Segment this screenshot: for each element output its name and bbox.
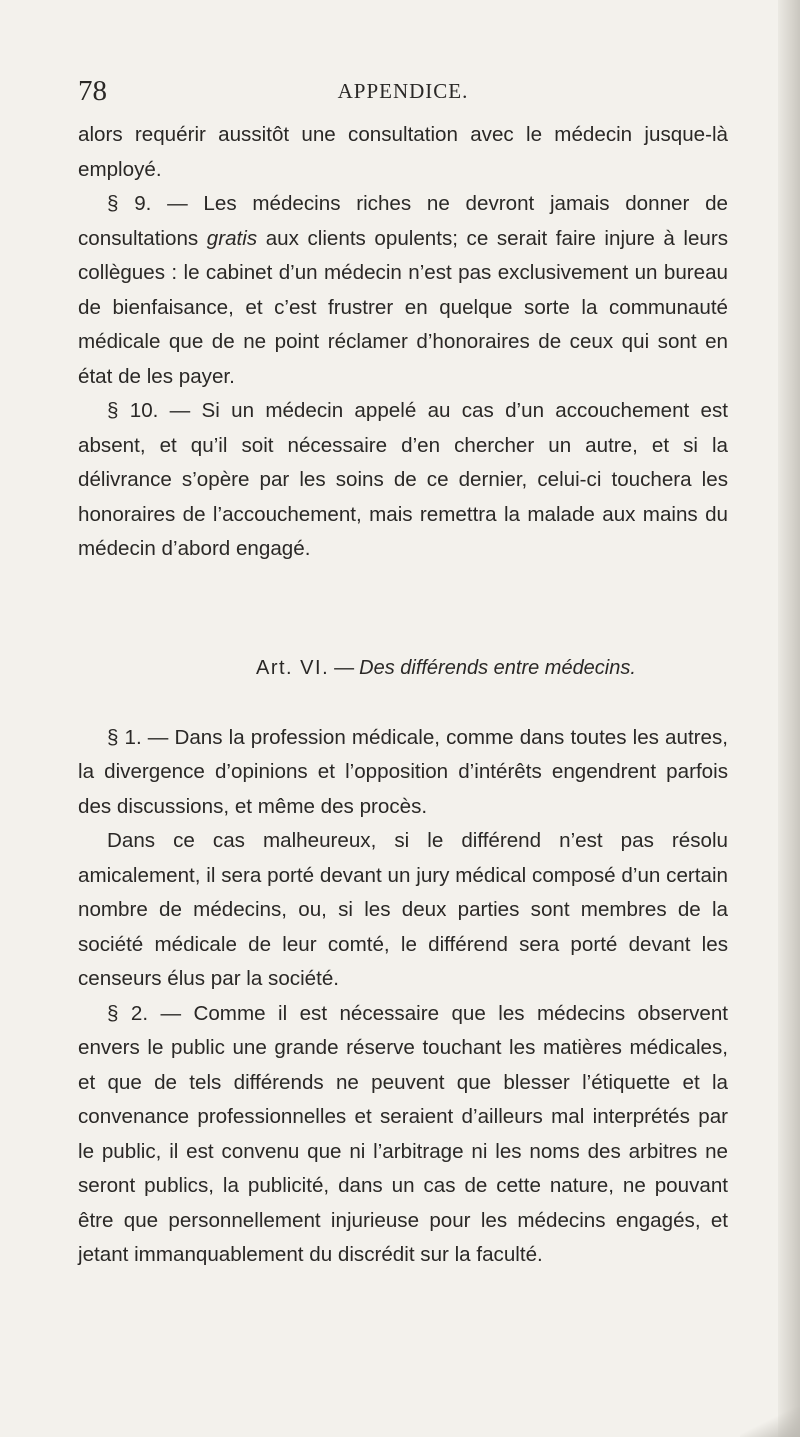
running-head: APPENDICE.: [337, 79, 469, 103]
paragraph-section-9-start: § 9. — Les médecins riches ne devront jamais donner de consultations: [78, 192, 728, 250]
section-heading: [78, 653, 728, 683]
paragraph-section-9: [78, 187, 728, 394]
page-number: 78: [78, 75, 107, 107]
paragraph-section-10: § 10. — Si un médecin appelé au cas d’un accouchement est absent, et qu’il soit nécessaire d’en chercher un autre, et si la délivrance s’opère par les soins de ce dernier, celui-ci touchera les honoraires de l’accouchement, mais remettra la malade aux mains du médecin d’abord engagé.: [78, 399, 728, 560]
section-heading-dash: —: [334, 656, 355, 679]
paragraph-continuation: alors requérir aussitôt une consultation avec le médecin jusque-là employé.: [78, 123, 728, 181]
paragraph-section-1: § 1. — Dans la profession médicale, comme dans toutes les autres, la divergence d’opinions et l’opposition d’intérêts engendrent parfois des discussions, et même des procès.: [78, 725, 728, 818]
section-heading-label: Art. VI.: [256, 656, 330, 679]
italic-term-gratis: gratis: [206, 226, 258, 250]
paragraph-section-2: § 2. — Comme il est nécessaire que les médecins observent envers le public une grande réserve touchant les matières médicales, et que de tels différends ne peuvent que blesser l’étiquette et la convenance professionnelles et seraient d’ailleurs mal interprétés par le public, il est convenu que ni l’arbitrage ni les noms des arbitres ne seront publics, la publicité, dans un cas de cette nature, ne pouvant être que personnellement injurieuse pour les médecins engagés, et jetant immanquablement du discrédit sur la faculté.: [78, 1001, 728, 1266]
section-heading-title: Des différends entre médecins.: [359, 656, 636, 679]
paragraph-section-9-end: aux clients opulents; ce serait faire injure à leurs collègues : le cabinet d’un médecin n’est pas exclusivement un bureau de bienfaisance, et c’est frustrer en quelque sorte la communauté médicale que de ne point réclamer d’honoraires de ceux qui sont en état de les payer.: [78, 226, 728, 388]
page-header: [78, 75, 728, 107]
body-text: [78, 118, 728, 1273]
page-corner-shadow: [740, 1407, 800, 1437]
paragraph-unhappy-case: Dans ce cas malheureux, si le différend n’est pas résolu amicalement, il sera porté devant un jury médical composé d’un certain nombre de médecins, ou, si les deux parties sont membres de la société médicale de leur comté, le différend sera porté devant les censeurs élus par la société.: [78, 829, 728, 990]
page-edge-shadow: [778, 0, 800, 1437]
